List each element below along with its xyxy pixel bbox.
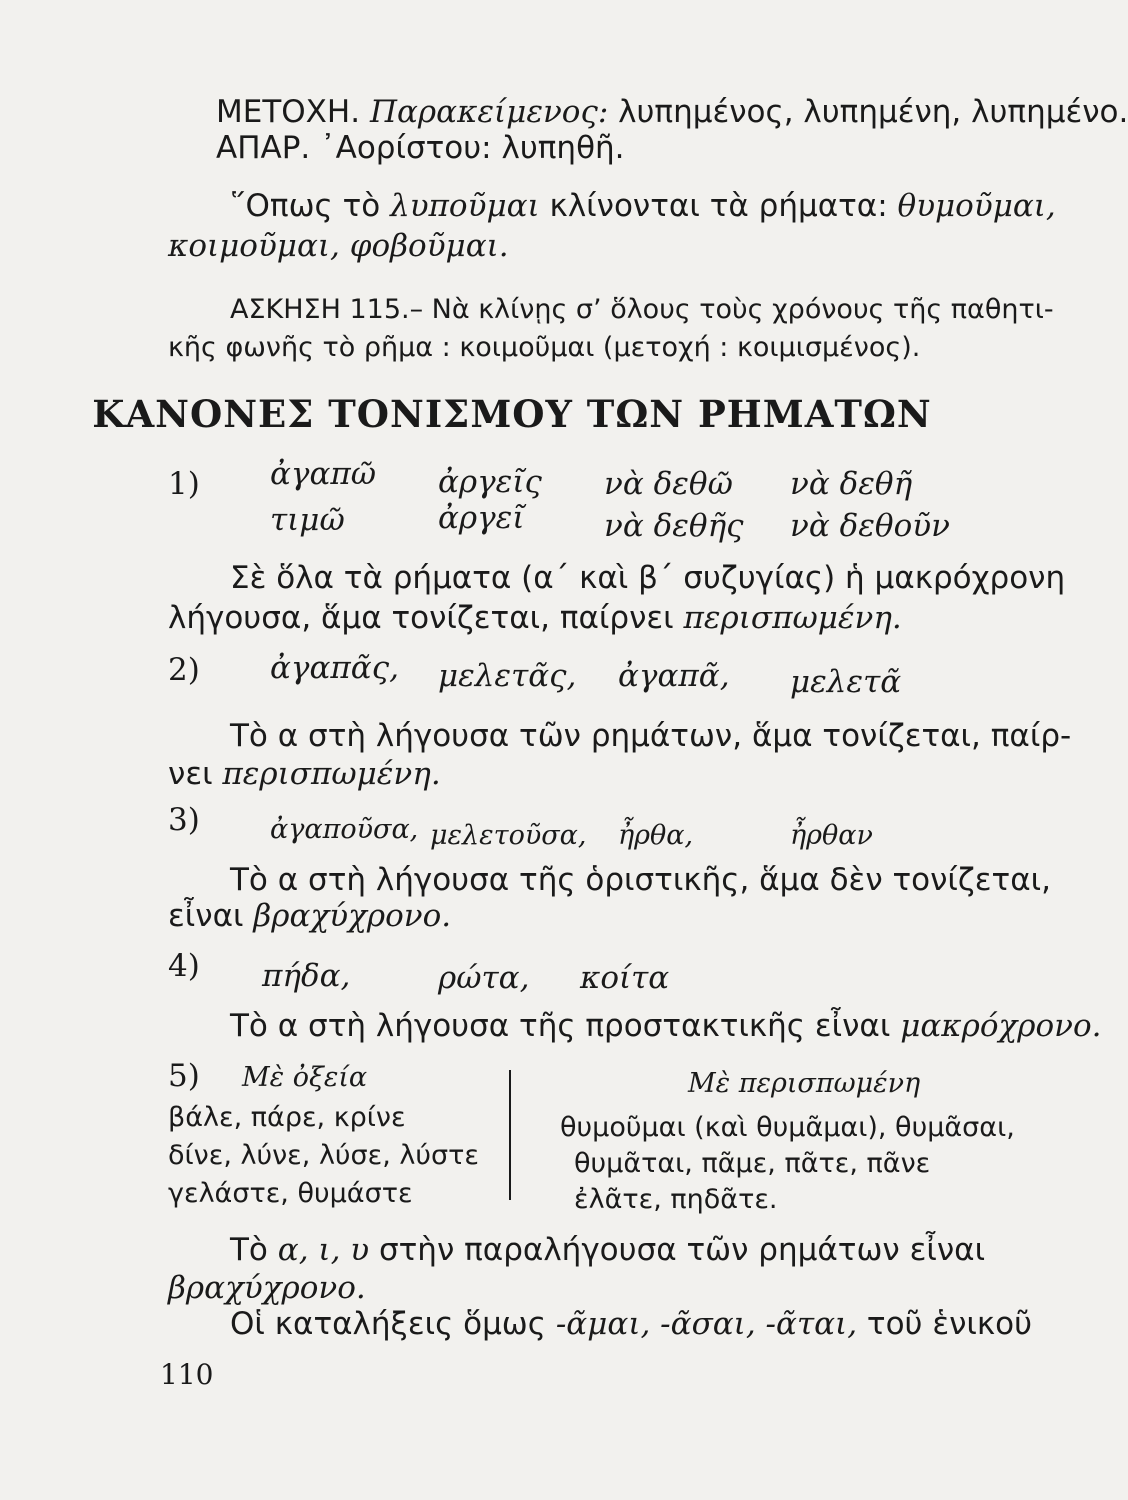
rule-5-right-item: θυμᾶται, πᾶμε, πᾶτε, πᾶνε xyxy=(574,1148,931,1179)
metoxh-label: ΜΕΤΟΧΗ. xyxy=(216,94,361,130)
rule-5-right-item: ἐλᾶτε, πηδᾶτε. xyxy=(574,1184,778,1215)
closing-1a: Τὸ xyxy=(230,1232,268,1268)
opos-line xyxy=(230,188,1056,224)
closing-1b: α, ι, υ xyxy=(277,1232,370,1268)
rule-1-text-2a: λήγουσα, ἅμα τονίζεται, παίρνει xyxy=(168,600,674,636)
rule-4-text-a: Τὸ α στὴ λήγουσα τῆς προστακτικῆς εἶναι xyxy=(230,1008,891,1044)
rule-1-word: ἀργεῖ xyxy=(438,500,525,536)
opos-verb: λυποῦμαι xyxy=(390,188,540,224)
column-divider xyxy=(509,1070,511,1200)
rule-1-text-2 xyxy=(168,600,902,636)
rule-5-left-header: Μὲ ὀξεία xyxy=(242,1062,368,1093)
rule-1-word: ἀγαπῶ xyxy=(270,456,377,492)
rule-1-number: 1) xyxy=(168,466,200,502)
rule-4-text xyxy=(230,1008,1102,1044)
closing-1c: στὴν παραλήγουσα τῶν ρημάτων εἶναι xyxy=(378,1232,986,1268)
rule-1-word: νὰ δεθῆ xyxy=(790,466,913,502)
opos-start: ῞Οπως τὸ xyxy=(230,188,381,224)
rule-4-word: ρώτα, xyxy=(438,960,530,996)
rule-4-word: κοίτα xyxy=(580,960,670,996)
rule-4-text-b: μακρόχρονο. xyxy=(900,1008,1102,1044)
rule-3-text-2b: βραχύχρονο. xyxy=(253,898,452,934)
rule-5-number: 5) xyxy=(168,1058,200,1094)
rule-1-word: νὰ δεθῆς xyxy=(604,508,744,544)
perfect-label: Παρακείμενος: xyxy=(369,94,609,130)
rule-4-number: 4) xyxy=(168,948,200,984)
exercise-line-2: κῆς φωνῆς τὸ ρῆμα : κοιμοῦμαι (μετοχή : κοιμισμένος). xyxy=(168,332,921,363)
rule-2-word: ἀγαπᾶς, xyxy=(270,650,399,686)
rule-3-number: 3) xyxy=(168,802,200,838)
metoxh-line xyxy=(216,94,1128,130)
closing-line-2: βραχύχρονο. xyxy=(168,1270,366,1306)
rule-3-word: ἦρθα, xyxy=(618,820,694,851)
exercise-line-1: ΑΣΚΗΣΗ 115.– Νὰ κλίνῃς σ’ ὅλους τοὺς χρόνους τῆς παθητι- xyxy=(230,294,1054,325)
opos-mid: κλίνονται τὰ ρήματα: xyxy=(549,188,888,224)
closing-line-1 xyxy=(230,1232,985,1268)
section-heading: ΚΑΝΟΝΕΣ ΤΟΝΙΣΜΟΥ ΤΩΝ ΡΗΜΑΤΩΝ xyxy=(92,392,932,436)
rule-5-right-item: θυμοῦμαι (καὶ θυμᾶμαι), θυμᾶσαι, xyxy=(560,1112,1015,1143)
rule-1-word: τιμῶ xyxy=(270,502,345,538)
closing-3b: -ᾶμαι, -ᾶσαι, -ᾶται, xyxy=(555,1306,858,1342)
opos-v1: θυμοῦμαι, xyxy=(897,188,1056,224)
closing-3a: Οἱ καταλήξεις ὅμως xyxy=(230,1306,546,1342)
rule-2-text-2 xyxy=(168,756,441,792)
rule-1-word: νὰ δεθῶ xyxy=(604,466,733,502)
rule-5-right-header: Μὲ περισπωμένη xyxy=(688,1068,921,1099)
rule-3-word: ἀγαποῦσα, xyxy=(270,814,419,845)
rule-3-word: ἦρθαν xyxy=(790,820,873,851)
page-number: 110 xyxy=(160,1358,214,1391)
apar-line: ΑΠΑΡ. ᾿Αορίστου: λυπηθῆ. xyxy=(216,130,625,166)
participle-forms: λυπημένος, λυπημένη, λυπημένο. xyxy=(618,94,1128,130)
rule-3-word: μελετοῦσα, xyxy=(430,820,587,851)
rule-3-text-1: Τὸ α στὴ λήγουσα τῆς ὁριστικῆς, ἅμα δὲν τονίζεται, xyxy=(230,862,1051,898)
closing-line-3 xyxy=(230,1306,1032,1342)
rule-2-text-1: Τὸ α στὴ λήγουσα τῶν ρημάτων, ἅμα τονίζεται, παίρ- xyxy=(230,718,1072,754)
rule-1-word: νὰ δεθοῦν xyxy=(790,508,950,544)
rule-1-text-2b: περισπωμένη. xyxy=(683,600,902,636)
rule-3-text-2a: εἶναι xyxy=(168,898,244,934)
rule-2-word: μελετᾶ xyxy=(790,664,902,700)
rule-1-text-1: Σὲ ὅλα τὰ ρήματα (α΄ καὶ β΄ συζυγίας) ἡ μακρόχρονη xyxy=(230,560,1066,596)
rule-4-word: πήδα, xyxy=(262,958,351,994)
rule-5-left-item: βάλε, πάρε, κρίνε xyxy=(168,1102,406,1133)
opos-line-2: κοιμοῦμαι, φοβοῦμαι. xyxy=(168,228,509,264)
rule-3-text-2 xyxy=(168,898,451,934)
rule-5-left-item: δίνε, λύνε, λύσε, λύστε xyxy=(168,1140,479,1171)
rule-5-left-item: γελάστε, θυμάστε xyxy=(168,1178,413,1209)
rule-2-word: μελετᾶς, xyxy=(438,658,577,694)
rule-1-word: ἀργεῖς xyxy=(438,464,542,500)
rule-2-word: ἀγαπᾶ, xyxy=(618,658,730,694)
closing-3c: τοῦ ἑνικοῦ xyxy=(866,1306,1033,1342)
rule-2-text-2a: νει xyxy=(168,756,213,792)
rule-2-number: 2) xyxy=(168,652,200,688)
rule-2-text-2b: περισπωμένη. xyxy=(222,756,441,792)
